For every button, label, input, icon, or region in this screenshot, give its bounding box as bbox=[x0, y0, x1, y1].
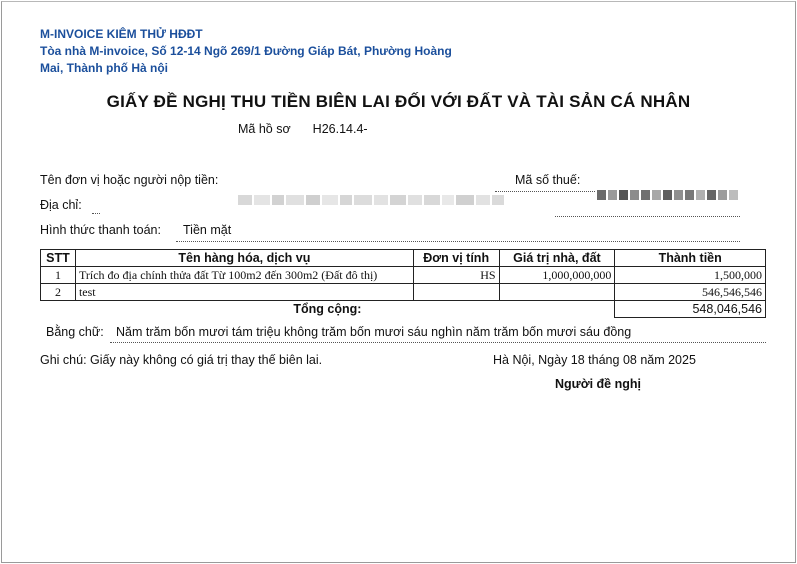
table-header-row bbox=[41, 250, 766, 267]
address-dots bbox=[555, 216, 740, 217]
dossier-label: Mã hồ sơ bbox=[238, 122, 291, 136]
payment-label: Hình thức thanh toán: bbox=[40, 223, 161, 237]
payer-name-redacted bbox=[238, 192, 506, 202]
cell-stt: 2 bbox=[41, 284, 76, 301]
in-words-dots bbox=[110, 342, 766, 343]
cell-amount: 546,546,546 bbox=[615, 284, 766, 301]
note-text: Ghi chú: Giấy này không có giá trị thay thế biên lai. bbox=[40, 353, 323, 367]
cell-unit bbox=[413, 284, 499, 301]
in-words-label: Bằng chữ: bbox=[46, 325, 104, 339]
company-address: Tòa nhà M-invoice, Số 12-14 Ngõ 269/1 Đường Giáp Bát, Phường Hoàng Mai, Thành phố Hà nội bbox=[40, 44, 452, 75]
cell-stt: 1 bbox=[41, 267, 76, 284]
document-title: GIẤY ĐỀ NGHỊ THU TIỀN BIÊN LAI ĐỐI VỚI ĐẤT VÀ TÀI SẢN CÁ NHÂN bbox=[106, 92, 691, 111]
address-dots-short bbox=[92, 213, 100, 214]
dossier-line bbox=[238, 122, 368, 136]
total-row bbox=[41, 301, 766, 318]
cell-unit: HS bbox=[413, 267, 499, 284]
tax-code-dots bbox=[495, 191, 595, 192]
cell-value bbox=[499, 284, 615, 301]
col-header-unit: Đơn vị tính bbox=[413, 250, 499, 267]
col-header-stt: STT bbox=[41, 250, 76, 267]
total-value: 548,046,546 bbox=[615, 301, 766, 318]
total-label: Tổng cộng: bbox=[41, 301, 615, 318]
cell-amount: 1,500,000 bbox=[615, 267, 766, 284]
col-header-amount: Thành tiền bbox=[615, 250, 766, 267]
company-name: M-INVOICE KIÊM THỬ HĐĐT bbox=[40, 27, 203, 41]
payment-dots bbox=[176, 241, 740, 242]
in-words-value: Năm trăm bốn mươi tám triệu không trăm bốn mươi sáu nghìn năm trăm bốn mươi sáu đồng bbox=[116, 325, 632, 339]
table-row bbox=[41, 284, 766, 301]
payment-value: Tiền mặt bbox=[183, 223, 232, 237]
signer-title: Người đề nghị bbox=[555, 377, 641, 391]
items-table bbox=[40, 249, 766, 318]
dossier-value: H26.14.4- bbox=[312, 122, 368, 136]
col-header-value: Giá trị nhà, đất bbox=[499, 250, 615, 267]
payer-label: Tên đơn vị hoặc người nộp tiền: bbox=[40, 173, 219, 187]
company-header bbox=[40, 26, 460, 77]
date-line: Hà Nội, Ngày 18 tháng 08 năm 2025 bbox=[493, 353, 696, 367]
table-row bbox=[41, 267, 766, 284]
address-label: Địa chỉ: bbox=[40, 198, 82, 212]
cell-name: test bbox=[75, 284, 413, 301]
tax-code-label: Mã số thuế: bbox=[515, 173, 581, 187]
col-header-name: Tên hàng hóa, dịch vụ bbox=[75, 250, 413, 267]
cell-name: Trích đo địa chính thửa đất Từ 100m2 đến 300m2 (Đất đô thị) bbox=[75, 267, 413, 284]
cell-value: 1,000,000,000 bbox=[499, 267, 615, 284]
tax-code-redacted bbox=[597, 187, 740, 197]
